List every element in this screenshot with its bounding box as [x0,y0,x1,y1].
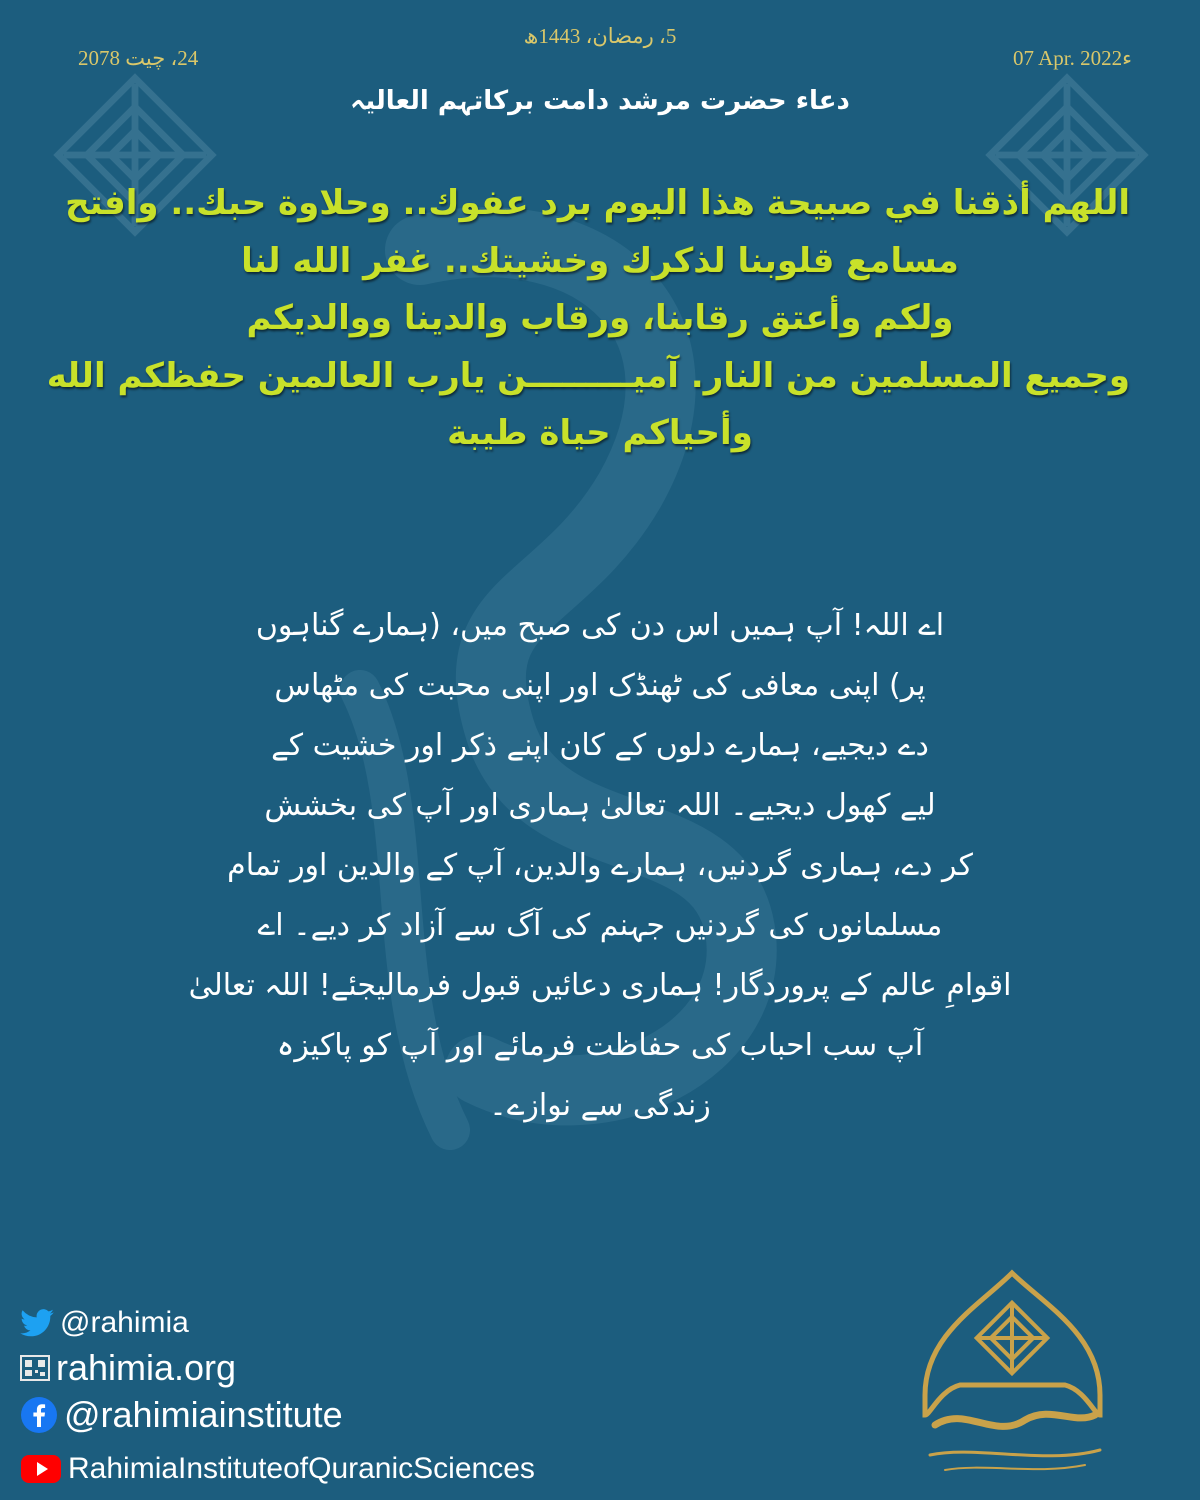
urdu-translation-line: دے دیجیے، ہمارے دلوں کے کان اپنے ذکر اور خشیت کے [271,728,929,763]
gregorian-date: 07 Apr. 2022ء [1013,46,1132,70]
arabic-dua-line: وأحياكم حياة طيبة [447,413,753,453]
facebook-handle: @rahimiainstitute [64,1394,343,1435]
youtube-icon [20,1454,62,1484]
twitter-icon [20,1309,54,1337]
urdu-translation [150,596,1050,1136]
youtube-link[interactable] [20,1452,535,1486]
website-link[interactable] [20,1347,236,1389]
urdu-translation-line: آپ سب احباب کی حفاظت فرمائے اور آپ کو پاکیزہ [276,1028,924,1063]
arabic-dua [46,175,1130,463]
urdu-translation-line: اے اللہ! آپ ہمیں اس دن کی صبح میں، (ہمارے گناہوں [255,608,945,643]
qr-code-icon [20,1355,50,1381]
urdu-translation-line: لیے کھول دیجیے۔ اللہ تعالیٰ ہماری اور آپ کی بخشش [264,788,936,823]
bikrami-date: 24، چیت 2078 [78,46,199,70]
hijri-date: 5، رمضان، 1443ھ [523,24,677,48]
arabic-dua-line: ولكم وأعتق رقابنا، ورقاب والدينا ووالديكم [246,298,954,338]
urdu-translation-line: مسلمانوں کی گردنیں جہنم کی آگ سے آزاد کر دیے۔ اے [257,908,943,943]
dua-title: دعاء حضرت مرشد دامت برکاتہم العالیہ [350,86,850,116]
urdu-translation-line: کر دے، ہماری گردنیں، ہمارے والدین، آپ کے والدین اور تمام [227,848,973,883]
urdu-translation-line: اقوامِ عالم کے پروردگار! ہماری دعائیں قبول فرمالیجئے! اللہ تعالیٰ [188,968,1012,1003]
arabic-dua-line: وجميع المسلمين من النار. آميـــــــــن يارب العالمين حفظكم الله [46,355,1130,396]
arabic-dua-line: مسامع قلوبنا لذكرك وخشيتك.. غفر الله لنا [241,240,959,281]
twitter-link[interactable] [20,1306,189,1340]
rahimia-logo [905,1265,1120,1480]
youtube-channel: RahimiaInstituteofQuranicSciences [68,1452,535,1485]
facebook-icon [20,1396,58,1434]
urdu-translation-line: زندگی سے نوازے۔ [489,1088,711,1123]
website-url: rahimia.org [56,1347,237,1388]
arabic-dua-line: اللهم أذقنا في صبيحة هذا اليوم برد عفوك.. وحلاوة حبك.. وافتح [65,183,1130,223]
urdu-translation-line: پر) اپنی معافی کی ٹھنڈک اور اپنی محبت کی مٹھاس [274,668,926,703]
twitter-handle: @rahimia [60,1306,189,1339]
facebook-link[interactable] [20,1394,343,1436]
